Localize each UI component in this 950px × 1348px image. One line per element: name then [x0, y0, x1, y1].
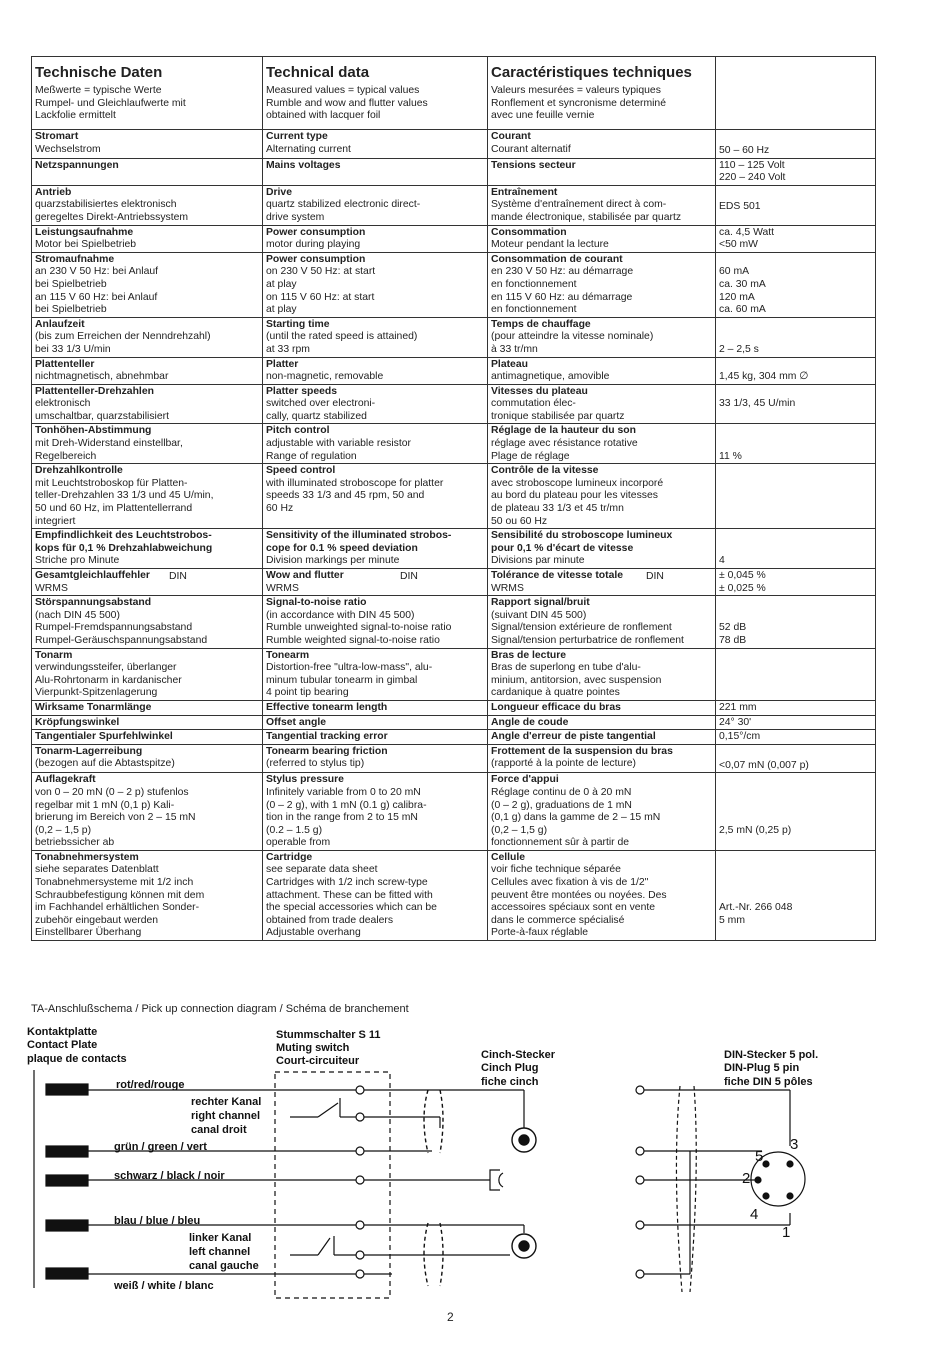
row-text-de: verwindungssteifer, überlanger Alu-Rohrtonarm in kardanischer Vierpunkt-Spitzenlagerung: [35, 662, 182, 699]
row-text-en: switched over electroni- cally, quartz stabilized: [266, 398, 376, 422]
cell-de: [32, 850, 263, 940]
row-text-de: mit Dreh-Widerstand einstellbar, Regelbereich: [35, 438, 183, 462]
cell-en: [263, 715, 488, 730]
row-value: 110 – 125 Volt 220 – 240 Volt: [719, 159, 786, 184]
row-heading-de: Tonabnehmersystem: [35, 851, 139, 863]
title-fr: Caractéristiques techniques: [491, 64, 692, 81]
row-text-fr: Réglage continu de 0 à 20 mN (0 – 2 g), graduations de 1 mN (0,1 g) dans la gamme de 2 – 15 mN (0,2 – 1,5 g) fonctionnement sûr à partir de: [491, 786, 661, 849]
cell-fr: [488, 357, 716, 384]
row-heading-fr: Entraînement: [491, 186, 558, 198]
row-text-en: Division markings per minute: [266, 555, 400, 567]
cell-en: [263, 464, 488, 529]
table-row: [32, 730, 876, 745]
table-row: [32, 464, 876, 529]
wires: [88, 1086, 524, 1278]
left-channel-label-fr: canal gauche: [189, 1260, 259, 1272]
row-text-fr: Courant alternatif: [491, 143, 571, 155]
cell-value: [716, 700, 876, 715]
row-text-en: (referred to stylus tip): [266, 758, 365, 770]
din-pin-5: 5: [755, 1148, 764, 1165]
row-text-de: (bis zum Erreichen der Nenndrehzahl) bei 33 1/3 U/min: [35, 331, 211, 355]
row-text-en: WRMS: [266, 582, 299, 594]
contact-plate-label-fr: plaque de contacts: [27, 1053, 127, 1065]
row-heading-en: Drive: [266, 186, 292, 198]
row-heading-de: Wirksame Tonarmlänge: [35, 701, 152, 713]
muting-switch-label-de: Stummschalter S 11: [276, 1029, 381, 1041]
row-text-fr: commutation élec- tronique stabilisée par quartz: [491, 398, 625, 422]
row-text-de: Wechselstrom: [35, 143, 101, 155]
muting-switch-label-en: Muting switch: [276, 1042, 350, 1054]
cell-fr: [488, 850, 716, 940]
row-heading-de: Anlaufzeit: [35, 318, 85, 330]
row-text-en: on 230 V 50 Hz: at start at play on 115 V 60 Hz: at start at play: [266, 266, 376, 316]
row-text-de: Motor bei Spielbetrieb: [35, 239, 137, 251]
row-heading-fr: Consommation: [491, 226, 567, 238]
wire-green-label: grün / green / vert: [114, 1141, 207, 1153]
diagram-caption: TA-Anschlußschema / Pick up connection diagram / Schéma de branchement: [31, 1003, 409, 1015]
din-label-en: DIN-Plug 5 pin: [724, 1062, 800, 1074]
row-text-fr: Système d'entraînement direct à com- mande électronique, stabilisée par quartz: [491, 199, 682, 223]
cell-value: [716, 529, 876, 569]
row-heading-de: Plattenteller: [35, 358, 95, 370]
din-label: DIN: [400, 570, 418, 582]
cell-en: [263, 357, 488, 384]
row-value: 52 dB 78 dB: [719, 622, 747, 646]
row-text-fr: Moteur pendant la lecture: [491, 239, 609, 251]
row-value: 50 – 60 Hz: [719, 145, 770, 156]
row-heading-fr: Vitesses du plateau: [491, 385, 588, 397]
spec-table: [31, 56, 876, 941]
row-text-fr: voir fiche technique séparée Cellules avec fixation à vis de 1/2" peuvent être montées ou noyées. Des accessoires spéciaux sont en vente dans le commerce spécialisé Porte-à-faux réglable: [491, 864, 667, 939]
cell-fr: [488, 252, 716, 317]
cell-de: [32, 225, 263, 252]
row-heading-de: Empfindlichkeit des Leuchtstrobos- kops für 0,1 % Drehzahlabweichung: [35, 530, 213, 554]
row-text-de: (nach DIN 45 500) Rumpel-Fremdspannungsabstand Rumpel-Geräuschspannungsabstand: [35, 609, 208, 646]
cell-value: [716, 648, 876, 700]
note-en: Measured values = typical values Rumble and wow and flutter values obtained with lacquer foil: [266, 85, 428, 122]
cell-de: [32, 130, 263, 159]
row-text-fr: antimagnetique, amovible: [491, 371, 610, 383]
row-value: 2,5 mN (0,25 p): [719, 824, 792, 836]
connection-diagram: [0, 1018, 950, 1308]
right-channel-label-en: right channel: [191, 1110, 261, 1122]
din-label: DIN: [646, 570, 664, 582]
row-text-de: (bezogen auf die Abtastspitze): [35, 758, 175, 770]
row-value: 4: [719, 555, 725, 567]
contact-plate-label-en: Contact Plate: [27, 1039, 98, 1051]
cell-fr: [488, 773, 716, 851]
table-row: [32, 130, 876, 159]
cell-de: [32, 185, 263, 225]
row-text-de: an 230 V 50 Hz: bei Anlauf bei Spielbetrieb an 115 V 60 Hz: bei Anlauf bei Spielbetrieb: [35, 266, 159, 316]
cell-fr: [488, 648, 716, 700]
cell-en: [263, 648, 488, 700]
cell-fr: [488, 529, 716, 569]
wire-red-label: rot/red/rouge: [116, 1079, 185, 1091]
row-heading-en: Starting time: [266, 318, 330, 330]
left-channel-label-de: linker Kanal: [189, 1232, 252, 1244]
table-row: [32, 158, 876, 185]
cell-fr: [488, 744, 716, 773]
cell-en: [263, 185, 488, 225]
row-heading-de: Gesamtgleichlauffehler: [35, 570, 150, 581]
table-row: [32, 773, 876, 851]
table-row: [32, 569, 876, 596]
din-pin-3: 3: [790, 1136, 799, 1153]
cell-en: [263, 130, 488, 159]
cell-fr: [488, 569, 716, 596]
row-heading-de: Tonhöhen-Abstimmung: [35, 425, 152, 437]
row-heading-en: Platter speeds: [266, 385, 338, 397]
cell-fr: [488, 424, 716, 464]
cell-de: [32, 317, 263, 357]
row-text-de: nichtmagnetisch, abnehmbar: [35, 371, 169, 383]
row-heading-fr: Consommation de courant: [491, 253, 623, 265]
row-heading-fr: Angle d'erreur de piste tangential: [491, 731, 656, 743]
row-text-de: Striche pro Minute: [35, 555, 120, 567]
row-text-en: (until the rated speed is attained) at 33 rpm: [266, 331, 418, 355]
cinch-label-de: Cinch-Stecker: [481, 1049, 555, 1061]
row-heading-de: Tangentialer Spurfehlwinkel: [35, 731, 173, 743]
row-heading-fr: Tensions secteur: [491, 159, 576, 171]
row-text-fr: Bras de superlong en tube d'alu- minium, antitorsion, avec suspension cardanique à quatre pointes: [491, 662, 662, 699]
row-text-en: Distortion-free "ultra-low-mass", alu- minum tubular tonearm in gimbal 4 point tip bearing: [266, 662, 433, 699]
cell-value: [716, 130, 876, 159]
cell-en: [263, 384, 488, 424]
row-heading-en: Power consumption: [266, 226, 366, 238]
table-row: [32, 529, 876, 569]
din-label-fr: fiche DIN 5 pôles: [724, 1076, 813, 1088]
din-pin-2: 2: [742, 1170, 751, 1187]
cell-value: [716, 773, 876, 851]
cinch-label-en: Cinch Plug: [481, 1062, 539, 1074]
row-text-en: quartz stabilized electronic direct- drive system: [266, 199, 421, 223]
row-text-en: non-magnetic, removable: [266, 371, 384, 383]
row-value: <0,07 mN (0,007 p): [719, 759, 809, 771]
cell-value: [716, 596, 876, 648]
row-heading-en: Tangential tracking error: [266, 731, 388, 743]
cell-en: [263, 252, 488, 317]
table-row: [32, 252, 876, 317]
cell-value: [716, 185, 876, 225]
row-heading-de: Stromart: [35, 131, 79, 142]
cell-en: [263, 569, 488, 596]
din-label-de: DIN-Stecker 5 pol.: [724, 1049, 819, 1061]
row-heading-de: Netzspannungen: [35, 159, 119, 171]
row-heading-en: Speed control: [266, 465, 336, 477]
row-heading-en: Cartridge: [266, 851, 313, 863]
cinch-plug-right: [424, 1090, 536, 1153]
cell-fr: [488, 700, 716, 715]
row-heading-fr: Réglage de la hauteur du son: [491, 425, 636, 437]
din-pin-1: 1: [782, 1224, 791, 1241]
cell-de: [32, 529, 263, 569]
row-text-fr: Divisions par minute: [491, 555, 585, 567]
cell-fr: [488, 596, 716, 648]
table-row: [32, 648, 876, 700]
header-fr: [488, 57, 716, 130]
cell-en: [263, 773, 488, 851]
cell-fr: [488, 715, 716, 730]
table-row: [32, 357, 876, 384]
row-value: EDS 501: [719, 200, 761, 212]
row-text-en: adjustable with variable resistor Range of regulation: [266, 438, 411, 462]
row-heading-en: Effective tonearm length: [266, 701, 388, 713]
cell-de: [32, 596, 263, 648]
cell-fr: [488, 464, 716, 529]
table-row: [32, 596, 876, 648]
wire-white-label: weiß / white / blanc: [114, 1280, 214, 1292]
title-en: Technical data: [266, 64, 370, 81]
table-row: [32, 700, 876, 715]
cell-de: [32, 424, 263, 464]
contact-plate: [34, 1070, 88, 1288]
row-text-de: von 0 – 20 mN (0 – 2 p) stufenlos regelbar mit 1 mN (0,1 p) Kali- brierung im Bereich von 2 – 15 mN (0,2 – 1,5 p) betriebssicher ab: [35, 786, 196, 849]
row-heading-de: Tonarm-Lagerreibung: [35, 745, 143, 757]
row-heading-en: Mains voltages: [266, 159, 341, 171]
row-heading-de: Drehzahlkontrolle: [35, 465, 123, 477]
cell-value: [716, 715, 876, 730]
table-row: [32, 384, 876, 424]
cell-de: [32, 715, 263, 730]
cell-value: [716, 744, 876, 773]
row-heading-de: Leistungsaufnahme: [35, 226, 134, 238]
row-text-de: mit Leuchtstroboskop für Platten- teller-Drehzahlen 33 1/3 und 45 U/min, 50 und 60 Hz, im Plattentellerrand integriert: [35, 477, 214, 527]
cell-fr: [488, 730, 716, 745]
right-channel-label-fr: canal droit: [191, 1124, 247, 1136]
row-heading-fr: Plateau: [491, 358, 528, 370]
row-heading-de: Störspannungsabstand: [35, 597, 152, 609]
row-heading-en: Power consumption: [266, 253, 366, 265]
cell-value: [716, 317, 876, 357]
row-text-fr: avec stroboscope lumineux incorporé au bord du plateau pour les vitesses de plateau 33 1/3 et 45 tr/mn 50 ou 60 Hz: [491, 477, 664, 527]
row-text-en: Alternating current: [266, 143, 351, 155]
cell-value: [716, 424, 876, 464]
cell-fr: [488, 225, 716, 252]
left-channel-label-en: left channel: [189, 1246, 251, 1258]
header-en: [263, 57, 488, 130]
din-label: DIN: [169, 570, 187, 582]
row-text-en: Infinitely variable from 0 to 20 mN (0 – 2 g), with 1 mN (0.1 g) calibra- tion in the range from 2 to 15 mN (0.2 – 1.5 g) operable from: [266, 786, 427, 849]
cell-fr: [488, 130, 716, 159]
row-text-de: WRMS: [35, 582, 68, 594]
cell-de: [32, 158, 263, 185]
cell-en: [263, 730, 488, 745]
cell-de: [32, 700, 263, 715]
row-heading-fr: Courant: [491, 131, 531, 142]
table-row: [32, 424, 876, 464]
row-value: ca. 4,5 Watt <50 mW: [719, 226, 775, 251]
row-value: 221 mm: [719, 701, 757, 713]
cell-value: [716, 384, 876, 424]
row-text-de: siehe separates Datenblatt Tonabnehmersysteme mit 1/2 inch Schraubbefestigung können mit dem im Fachhandel erhältlichen Sonder- zubehör eingebaut werden Einstellbarer Überhang: [35, 864, 205, 939]
cell-fr: [488, 317, 716, 357]
cell-value: [716, 158, 876, 185]
wire-blue-label: blau / blue / bleu: [114, 1215, 201, 1227]
row-value: 0,15°/cm: [719, 731, 761, 743]
table-row: [32, 715, 876, 730]
cell-value: [716, 225, 876, 252]
cell-de: [32, 648, 263, 700]
cell-de: [32, 384, 263, 424]
din-plug: [636, 1086, 805, 1292]
row-heading-de: Auflagekraft: [35, 774, 96, 786]
cell-de: [32, 773, 263, 851]
cell-de: [32, 730, 263, 745]
row-heading-fr: Contrôle de la vitesse: [491, 465, 599, 477]
row-text-fr: (pour atteindre la vitesse nominale) à 33 tr/mn: [491, 331, 654, 355]
row-heading-en: Tonearm bearing friction: [266, 745, 388, 757]
cell-de: [32, 569, 263, 596]
note-fr: Valeurs mesurées = valeurs typiques Ronflement et syncronisme determiné avec une feuille vernie: [491, 85, 666, 122]
row-heading-en: Tonearm: [266, 649, 310, 661]
cell-value: [716, 357, 876, 384]
row-value: 33 1/3, 45 U/min: [719, 398, 796, 410]
row-heading-en: Signal-to-noise ratio: [266, 597, 367, 609]
cell-en: [263, 744, 488, 773]
cell-en: [263, 850, 488, 940]
table-header-row: [32, 57, 876, 130]
cell-en: [263, 317, 488, 357]
row-text-fr: WRMS: [491, 582, 524, 594]
cell-value: [716, 569, 876, 596]
row-heading-en: Wow and flutter: [266, 570, 344, 581]
row-heading-de: Tonarm: [35, 649, 73, 661]
din-pin-4: 4: [750, 1206, 759, 1223]
row-heading-en: Platter: [266, 358, 299, 370]
cell-value: [716, 252, 876, 317]
row-heading-fr: Force d'appui: [491, 774, 559, 786]
table-row: [32, 317, 876, 357]
title-de: Technische Daten: [35, 64, 163, 81]
row-text-en: motor during playing: [266, 239, 361, 251]
row-heading-fr: Longueur efficace du bras: [491, 701, 621, 713]
row-value: 60 mA ca. 30 mA 120 mA ca. 60 mA: [719, 266, 766, 316]
row-value: 11 %: [719, 450, 742, 462]
row-heading-fr: Temps de chauffage: [491, 318, 591, 330]
cell-en: [263, 225, 488, 252]
row-text-de: quarzstabilisiertes elektronisch geregeltes Direkt-Antriebssystem: [35, 199, 189, 223]
row-value: 24° 30': [719, 716, 752, 728]
table-row: [32, 744, 876, 773]
row-heading-de: Plattenteller-Drehzahlen: [35, 385, 154, 397]
row-heading-de: Stromaufnahme: [35, 253, 115, 265]
cell-de: [32, 464, 263, 529]
page-number: 2: [447, 1310, 454, 1324]
cell-fr: [488, 158, 716, 185]
table-row: [32, 850, 876, 940]
contact-plate-label-de: Kontaktplatte: [27, 1026, 98, 1038]
table-row: [32, 185, 876, 225]
cell-de: [32, 744, 263, 773]
right-channel-label-de: rechter Kanal: [191, 1096, 262, 1108]
row-heading-en: Sensitivity of the illuminated strobos- cope for 0.1 % speed deviation: [266, 530, 452, 554]
cell-de: [32, 252, 263, 317]
cell-value: [716, 730, 876, 745]
cell-fr: [488, 384, 716, 424]
header-de: [32, 57, 263, 130]
row-heading-en: Current type: [266, 131, 328, 142]
row-text-fr: (suivant DIN 45 500) Signal/tension extérieure de ronflement Signal/tension perturbatrice de ronflement: [491, 609, 684, 646]
cinch-label-fr: fiche cinch: [481, 1076, 539, 1088]
row-heading-fr: Tolérance de vitesse totale: [491, 570, 624, 581]
row-heading-de: Antrieb: [35, 186, 72, 198]
muting-switch-label-fr: Court-circuiteur: [276, 1055, 360, 1067]
table-row: [32, 225, 876, 252]
row-text-en: (in accordance with DIN 45 500) Rumble unweighted signal-to-noise ratio Rumble weighted signal-to-noise ratio: [266, 609, 452, 646]
row-heading-en: Offset angle: [266, 716, 327, 728]
cell-value: [716, 850, 876, 940]
cell-en: [263, 596, 488, 648]
row-text-en: with illuminated stroboscope for platter speeds 33 1/3 and 45 rpm, 50 and 60 Hz: [266, 477, 444, 515]
row-value: 2 – 2,5 s: [719, 343, 759, 355]
cell-en: [263, 158, 488, 185]
cell-fr: [488, 185, 716, 225]
row-heading-fr: Sensibilité du stroboscope lumineux pour 0,1 % d'écart de vitesse: [491, 530, 673, 554]
row-value: 1,45 kg, 304 mm ∅: [719, 371, 809, 383]
row-value: ± 0,045 % ± 0,025 %: [719, 570, 766, 594]
cell-en: [263, 700, 488, 715]
row-heading-fr: Rapport signal/bruit: [491, 597, 590, 609]
row-text-fr: (rapporté à la pointe de lecture): [491, 758, 636, 770]
row-text-fr: réglage avec résistance rotative Plage de réglage: [491, 438, 638, 462]
row-heading-en: Pitch control: [266, 425, 330, 437]
note-de: Meßwerte = typische Werte Rumpel- und Gleichlaufwerte mit Lackfolie ermittelt: [35, 85, 186, 122]
row-heading-fr: Bras de lecture: [491, 649, 567, 661]
row-heading-fr: Cellule: [491, 851, 526, 863]
muting-switch-box: [275, 1072, 390, 1298]
cell-value: [716, 464, 876, 529]
row-heading-fr: Angle de coude: [491, 716, 569, 728]
row-text-de: elektronisch umschaltbar, quarzstabilisiert: [35, 398, 169, 422]
cell-de: [32, 357, 263, 384]
row-text-fr: en 230 V 50 Hz: au démarrage en fonctionnement en 115 V 60 Hz: au démarrage en fonctionnement: [491, 266, 634, 316]
wire-black-label: schwarz / black / noir: [114, 1170, 225, 1182]
header-values: [716, 57, 876, 130]
row-value: Art.-Nr. 266 048 5 mm: [719, 902, 793, 926]
row-text-en: see separate data sheet Cartridges with 1/2 inch screw-type attachment. These can be fitted with the special accessories which can be obtained from trade dealers Adjustable overhang: [266, 864, 437, 939]
row-heading-en: Stylus pressure: [266, 774, 344, 786]
row-heading-fr: Frottement de la suspension du bras: [491, 745, 673, 757]
cell-en: [263, 424, 488, 464]
cell-en: [263, 529, 488, 569]
row-heading-de: Kröpfungswinkel: [35, 716, 120, 728]
